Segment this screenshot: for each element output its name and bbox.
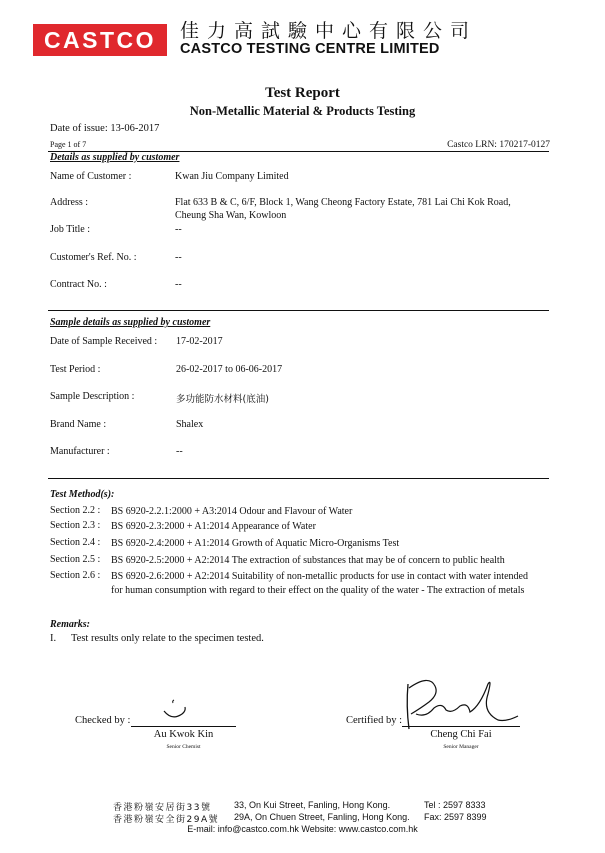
sample-received-label: Date of Sample Received : <box>50 336 158 347</box>
test-period-value: 26-02-2017 to 06-06-2017 <box>176 364 283 375</box>
footer-fax: Fax: 2597 8399 <box>424 812 487 822</box>
sample-section-heading: Sample details as supplied by customer <box>50 317 211 328</box>
footer-address2-english: 29A, On Chuen Street, Fanling, Hong Kong. <box>234 812 410 822</box>
date-of-issue <box>50 123 159 134</box>
checked-name: Au Kwok Kin <box>153 729 214 740</box>
page-number: Page 1 of 7 <box>50 140 87 149</box>
checked-signature-line <box>131 726 236 727</box>
contract-label: Contract No. : <box>50 279 107 290</box>
divider-line <box>48 478 549 479</box>
checked-by-label: Checked by : <box>75 715 131 726</box>
lrn-number: Castco LRN: 170217-0127 <box>447 140 550 150</box>
manufacturer-value: -- <box>176 446 183 457</box>
footer-contact: E-mail: info@castco.com.hk Website: www.castco.com.hk <box>187 824 418 834</box>
date-of-issue-value: 13-06-2017 <box>110 123 160 134</box>
job-title-value: -- <box>175 224 182 235</box>
certified-signature <box>400 676 530 731</box>
method-section: Section 2.2 : <box>50 505 101 516</box>
customer-section-heading: Details as supplied by customer <box>50 152 180 163</box>
address-line1: Flat 633 B & C, 6/F, Block 1, Wang Cheong Factory Estate, 781 Lai Chi Kok Road, <box>175 197 511 208</box>
divider-line <box>48 310 549 311</box>
method-text-continued: for human consumption with regard to their effect on the quality of the water - The extraction of metals <box>111 585 525 596</box>
checked-signature <box>160 697 200 722</box>
test-methods-heading: Test Method(s): <box>50 489 115 500</box>
method-section: Section 2.5 : <box>50 554 101 565</box>
footer-telephone: Tel : 2597 8333 <box>424 800 486 810</box>
contract-value: -- <box>175 279 182 290</box>
company-name-english: CASTCO TESTING CENTRE LIMITED <box>180 41 440 57</box>
certified-title: Senior Manager <box>443 744 479 750</box>
method-section: Section 2.4 : <box>50 537 101 548</box>
sample-received-value: 17-02-2017 <box>176 336 223 347</box>
remark-number: I. <box>50 633 57 644</box>
certified-name: Cheng Chi Fai <box>430 729 492 740</box>
remarks-heading: Remarks: <box>50 619 90 630</box>
footer-address1-chinese: 香港粉嶺安居街33號 <box>113 803 212 813</box>
company-name-chinese: 佳力高試驗中心有限公司 <box>180 20 478 42</box>
job-title-label: Job Title : <box>50 224 91 235</box>
sample-description-label: Sample Description : <box>50 391 135 402</box>
report-subtitle: Non-Metallic Material & Products Testing <box>189 104 416 118</box>
method-section: Section 2.6 : <box>50 570 101 581</box>
brand-name-label: Brand Name : <box>50 419 107 430</box>
footer-address1-english: 33, On Kui Street, Fanling, Hong Kong. <box>234 800 391 810</box>
test-period-label: Test Period : <box>50 364 101 375</box>
certified-signature-line <box>402 726 520 727</box>
castco-logo: CASTCO <box>33 24 167 56</box>
address-line2: Cheung Sha Wan, Kowloon <box>175 210 287 221</box>
customer-ref-label: Customer's Ref. No. : <box>50 252 137 263</box>
certified-by-label: Certified by : <box>346 715 402 726</box>
method-text: BS 6920-2.2.1:2000 + A3:2014 Odour and Flavour of Water <box>111 506 353 517</box>
address-label: Address : <box>50 197 89 208</box>
checked-title: Senior Chemist <box>166 744 201 750</box>
remark-text: Test results only relate to the specimen tested. <box>71 633 264 644</box>
date-of-issue-label: Date of issue: <box>50 123 108 134</box>
brand-name-value: Shalex <box>176 419 204 430</box>
method-section: Section 2.3 : <box>50 520 101 531</box>
method-text: BS 6920-2.6:2000 + A2:2014 Suitability of non-metallic products for use in contact with water intended <box>111 571 528 582</box>
method-text: BS 6920-2.3:2000 + A1:2014 Appearance of Water <box>111 521 316 532</box>
method-text: BS 6920-2.5:2000 + A2:2014 The extraction of substances that may be of concern to public health <box>111 555 505 566</box>
customer-name-value: Kwan Jiu Company Limited <box>175 171 289 182</box>
footer-address2-chinese: 香港粉嶺安全街29A號 <box>113 815 220 825</box>
report-title: Test Report <box>265 85 340 101</box>
sample-description-value: 多功能防水材料(底油) <box>176 394 269 405</box>
method-text: BS 6920-2.4:2000 + A1:2014 Growth of Aquatic Micro-Organisms Test <box>111 538 400 549</box>
manufacturer-label: Manufacturer : <box>50 446 110 457</box>
customer-name-label: Name of Customer : <box>50 171 132 182</box>
customer-ref-value: -- <box>175 252 182 263</box>
